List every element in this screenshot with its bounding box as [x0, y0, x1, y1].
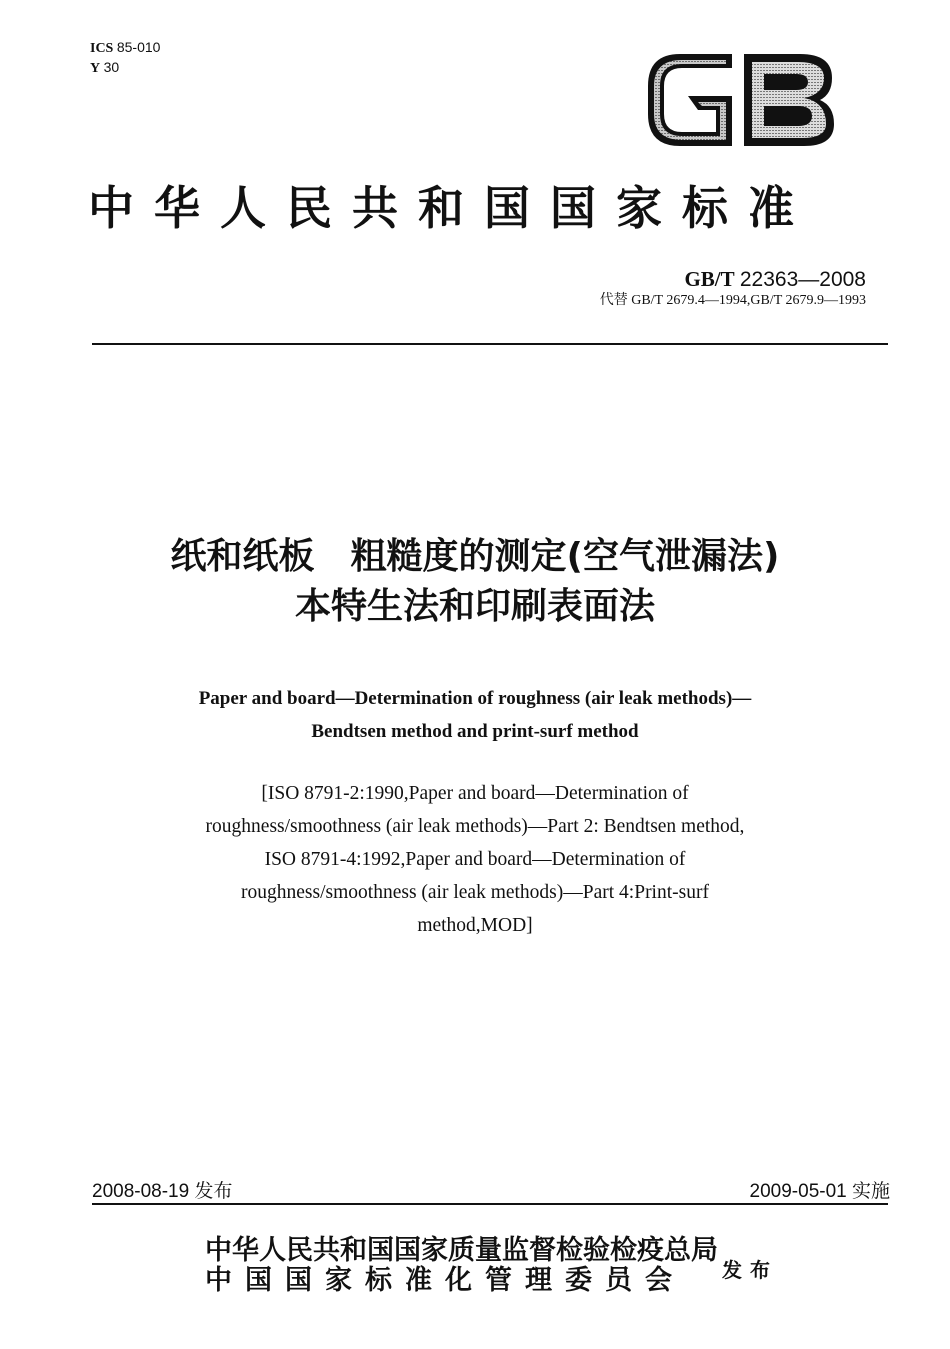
iso-reference: [100, 777, 850, 942]
issuing-organizations: [205, 1236, 718, 1296]
english-title-line1: Paper and board—Determination of roughness (air leak methods)—: [198, 688, 752, 709]
iso-reference-line: roughness/smoothness (air leak methods)—Part 2: Bendtsen method,: [205, 816, 745, 837]
ccs-code: Y 30: [90, 59, 120, 76]
classification-codes: [90, 38, 160, 78]
iso-reference-line: method,MOD]: [417, 915, 533, 936]
chinese-title-line1: 纸和纸板 粗糙度的测定(空气泄漏法): [170, 536, 780, 577]
chinese-title-line2: 本特生法和印刷表面法: [294, 586, 655, 627]
issuer-sac: 中国国家标准化管理委员会: [205, 1265, 685, 1296]
ics-code: ICS 85-010: [90, 39, 161, 56]
english-title: [100, 682, 850, 748]
issue-label: 发布: [722, 1258, 778, 1282]
publication-date: 2008-08-19 发布: [92, 1181, 233, 1202]
iso-reference-line: ISO 8791-4:1992,Paper and board—Determination of: [264, 849, 686, 870]
standard-number: GB/T 22363—2008: [684, 267, 866, 291]
national-standard-title: 中华人民共和国国家标准: [88, 181, 814, 235]
issuer-aqsiq: 中华人民共和国国家质量监督检验检疫总局: [205, 1235, 718, 1266]
implementation-date: 2009-05-01 实施: [749, 1181, 890, 1202]
chinese-title: [60, 532, 890, 632]
divider-top: [92, 343, 888, 345]
divider-bottom: [92, 1203, 888, 1205]
iso-reference-line: [ISO 8791-2:1990,Paper and board—Determination of: [261, 783, 689, 804]
gb-logo-icon: [640, 46, 840, 154]
replaces-standards: 代替 GB/T 2679.4—1994,GB/T 2679.9—1993: [599, 293, 866, 308]
iso-reference-line: roughness/smoothness (air leak methods)—Part 4:Print-surf: [241, 882, 709, 903]
english-title-line2: Bendtsen method and print-surf method: [311, 721, 639, 742]
